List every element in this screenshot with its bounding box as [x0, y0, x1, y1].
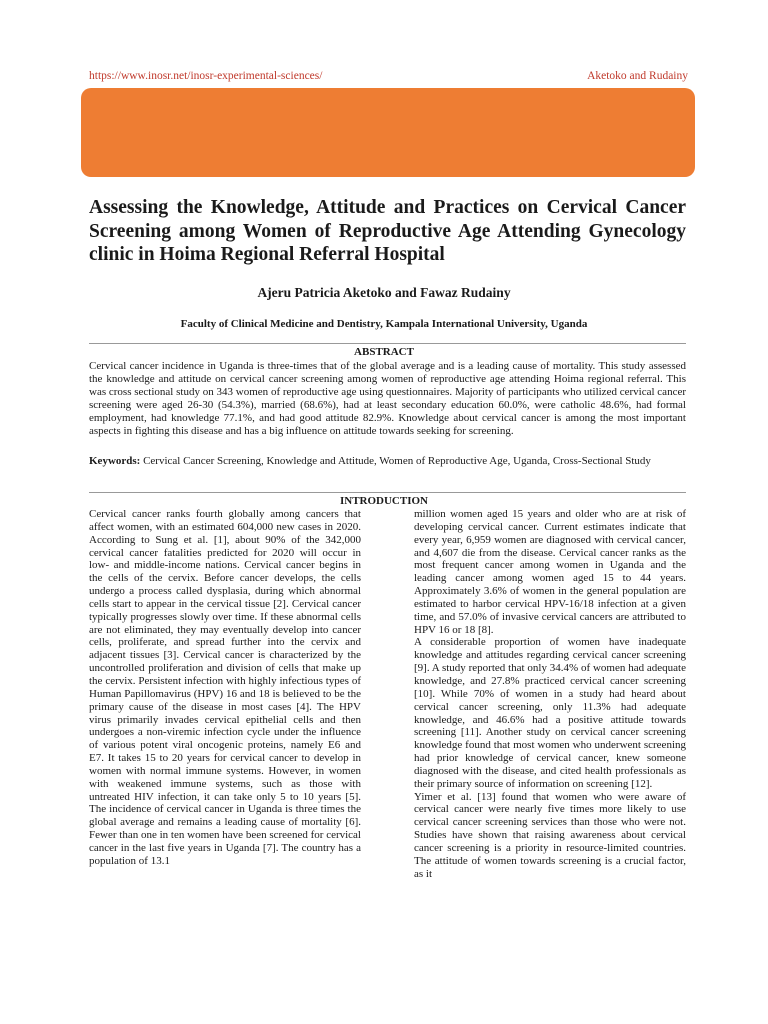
article-title: Assessing the Knowledge, Attitude and Practices on Cervical Cancer Screening among Women of Reproductive Age Attending Gynecology clinic in Hoima Regional Referral Hospital — [89, 197, 686, 265]
keywords-line — [89, 455, 686, 468]
author-affiliation: Faculty of Clinical Medicine and Dentistry, Kampala International University, Uganda — [180, 318, 588, 330]
intro-paragraph: Cervical cancer ranks fourth globally among cancers that affect women, with an estimated 604,000 new cases in 2020. According to Sung et al. [1], about 90% of the 342,000 cervical cancer fatalities predicted for 2020 will occur in low- and middle-income nations. Cervical cancer begins in the cells of the cervix. Before cancer develops, the cells undergo a process called dysplasia, during which abnormal cells start to appear in the cervical tissue [2]. Cervical cancer typically progresses slowly over time. If these abnormal cells are not eliminated, they may eventually develop into cancer cells, proliferate, and spread further into the cervix and adjacent tissues [3]. Cervical cancer is characterized by the uncontrolled proliferation and division of cells that make up the cervix. Persistent infection with highly infectious types of Human Papillomavirus (HPV) 16 and 18 is believed to be the primary cause of the disease in most cases [4]. The HPV virus primarily invades cervical epithelial cells and then undergoes a non-viremic infection cycle under the influence of various potent viral oncogenic proteins, namely E6 and E7. It takes 15 to 20 years for cervical cancer to develop in women with normal immune systems. However, in women with weakened immune systems, such as those with untreated HIV infection, it can take only 5 to 10 years [5]. The incidence of cervical cancer in Uganda is three times the global average and remains a leading cause of mortality [6]. Fewer than one in ten women have been screened for cervical cancer in the last five years in Uganda [7]. The country has a population of 13.1 — [89, 508, 361, 867]
intro-right-column — [414, 508, 686, 880]
keywords-text: Cervical Cancer Screening, Knowledge and Attitude, Women of Reproductive Age, Uganda, Cross-Sectional Study — [143, 455, 651, 467]
intro-left-column — [89, 508, 361, 868]
intro-paragraph: A considerable proportion of women have inadequate knowledge and attitudes regarding cervical cancer screening [9]. A study reported that only 34.4% of women had adequate knowledge, and 27.8% practiced cervical cancer screening [10]. While 70% of women in a study had heard about cervical cancer screening, only 11.3% had adequate knowledge, and 46.6% had a positive attitude towards screening [11]. Another study on cervical cancer screening knowledge found that most women who underwent screening had prior knowledge of cervical cancer, knew someone diagnosed with the disease, and cited health professionals as their primary source of information on screening [12]. — [414, 636, 686, 790]
abstract-text: Cervical cancer incidence in Uganda is three-times that of the global average and is a leading cause of mortality. This study assessed the knowledge and attitude on cervical cancer screening among women of reproductive age attending Hoima regional referral. This was cross sectional study on 343 women of reproductive age using questionnaires. Majority of participants who utilized cervical cancer screening were aged 26-30 (54.3%), married (68.6%), had at least secondary education 60.0%, were catholic 48.6%, had formal employment, had knowledge 77.1%, and had good attitude 82.9%. Knowledge about cervical cancer is among the most important aspects in fighting this disease and has a big influence on attitude towards seeking for screening. — [89, 360, 686, 437]
journal-banner — [81, 88, 695, 177]
introduction-heading: INTRODUCTION — [339, 495, 428, 507]
keywords-label: Keywords: — [89, 455, 141, 467]
intro-paragraph: Yimer et al. [13] found that women who were aware of cervical cancer were nearly five times more likely to use cervical cancer screening services than those who were not. Studies have shown that raising awareness about cervical cancer screening is a priority in resource-limited countries. The attitude of women towards screening is a crucial factor, as it — [414, 790, 686, 880]
abstract-top-divider — [89, 343, 686, 344]
journal-url[interactable]: https://www.inosr.net/inosr-experimental-sciences/ — [89, 70, 323, 82]
abstract-heading: ABSTRACT — [354, 346, 414, 358]
running-authors: Aketoko and Rudainy — [587, 70, 688, 82]
article-authors: Ajeru Patricia Aketoko and Fawaz Rudainy — [257, 285, 511, 300]
intro-top-divider — [89, 492, 686, 493]
intro-paragraph: million women aged 15 years and older who are at risk of developing cervical cancer. Current estimates indicate that every year, 6,959 women are diagnosed with cervical cancer, and 4,607 die from the disease. Cervical cancer ranks as the most frequent cancer among women in Uganda and the leading cancer among women aged 15 to 44 years. Approximately 3.6% of women in the general population are estimated to harbor cervical HPV-16/18 infection at a given time, and 57.0% of invasive cervical cancers are attributed to HPV 16 or 18 [8]. — [414, 508, 686, 636]
